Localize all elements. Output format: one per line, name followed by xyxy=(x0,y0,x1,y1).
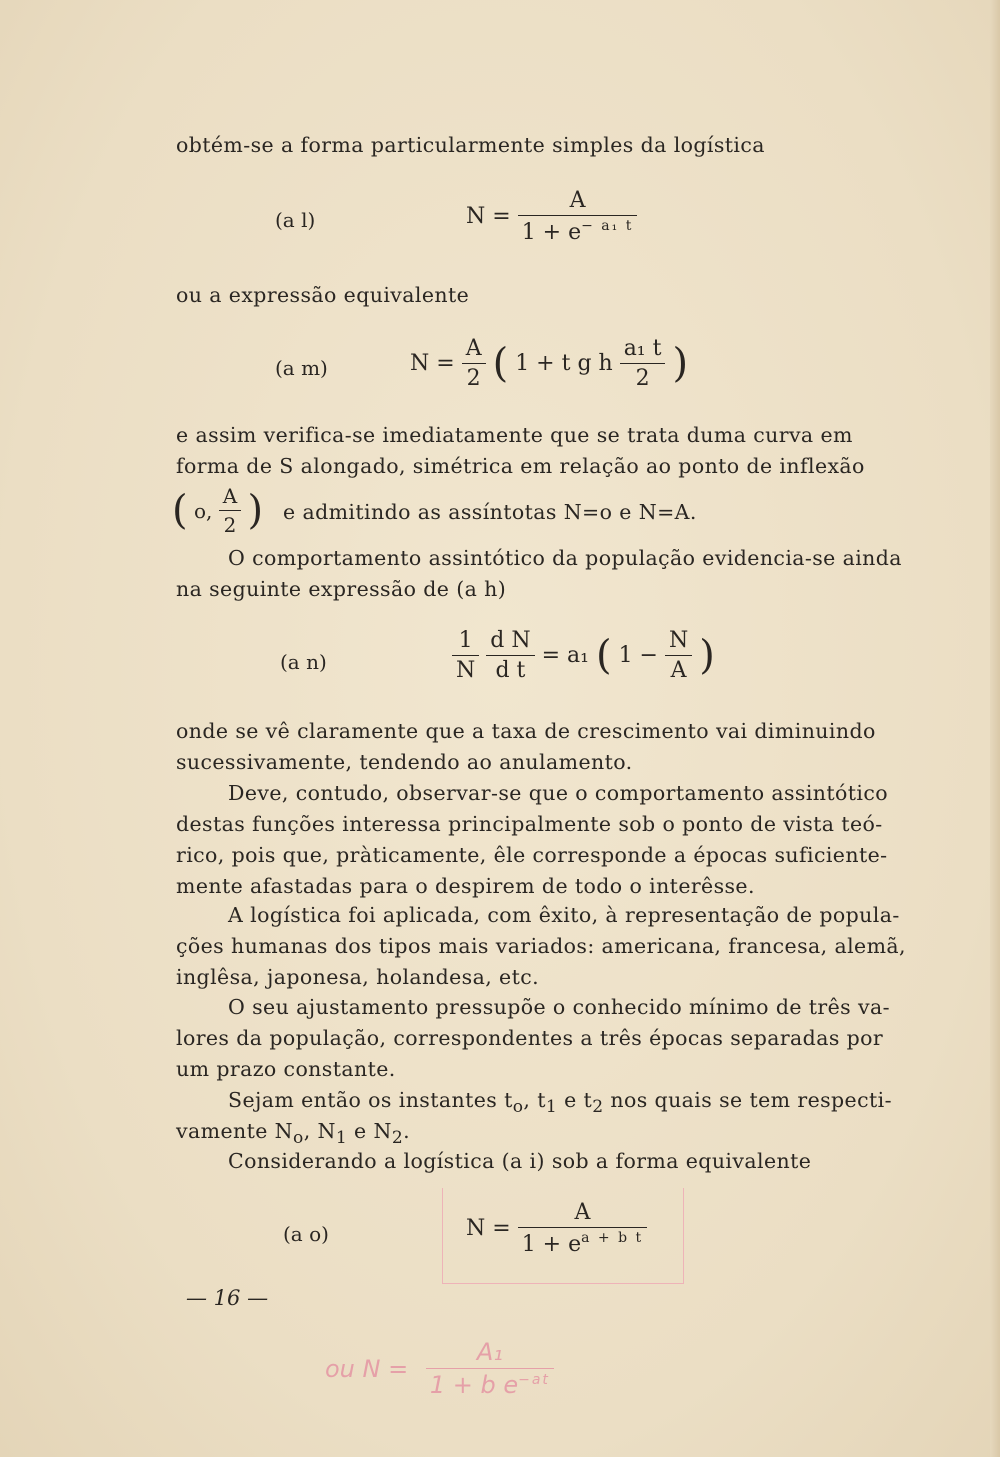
equation-al-numerator: A xyxy=(569,188,586,213)
paragraph-instantes-cont: vamente $N_o$, $N_1$ e $N_2$. xyxy=(176,1119,411,1149)
equation-label-an: (a n) xyxy=(280,650,327,674)
paragraph-curva-s: e assim verifica-se imediatamente que se trata duma curva em forma de S alongado, simétrica em relação ao ponto de inflexão xyxy=(176,423,865,478)
paren-open: ( xyxy=(492,340,509,387)
equation-al-denominator: $1 + e^{- a_1 t}$ xyxy=(518,215,638,245)
equation-al-lhs: N = xyxy=(466,204,511,229)
paragraph-intro: obtém-se a forma particularmente simples da logística xyxy=(176,133,765,157)
paragraph-instantes: Sejam então os instantes $t_o$, $t_1$ e $t_2$ nos quais se tem respecti- xyxy=(228,1088,892,1118)
equation-al-fraction xyxy=(518,188,638,245)
paragraph-deve: Deve, contudo, observar-se que o comportamento assintótico destas funções interessa principalmente sob o ponto de vista teó- rico, pois que, pràticamente, êle corresponde a épocas suficiente- mente afastadas para o despirem de todo o interêsse. xyxy=(176,781,889,898)
equation-an: $\frac{1}{N}$ $\frac{\text{d N}}{\text{d t}}$ = a₁ ( 1 − $\frac{N}{A}$ ) xyxy=(452,628,715,683)
paragraph-equivalente: ou a expressão equivalente xyxy=(176,283,470,307)
inflexao-fraction: $\frac{A}{2}$ xyxy=(219,484,241,537)
equation-al xyxy=(466,188,637,245)
equation-am-inner: 1 + t g h xyxy=(515,351,613,376)
equation-am-fraction: $\frac{A}{2}$ xyxy=(462,336,486,391)
equation-ao-fraction: $\frac{A}{1 + e^{a + b t}}$ xyxy=(518,1200,647,1257)
paren-close: ) xyxy=(672,340,689,387)
paragraph-logistica-aplicada: A logística foi aplicada, com êxito, à representação de popula- ções humanas dos tipos mais variados: americana, francesa, alemã, inglêsa, japonesa, holandesa, etc. xyxy=(176,903,906,989)
paragraph-comportamento: O comportamento assintótico da população evidencia-se ainda na seguinte expressão de (a h) xyxy=(176,546,902,601)
paragraph-ajustamento: O seu ajustamento pressupõe o conhecido mínimo de três va- lores da população, correspondentes a três épocas separadas por um prazo constante. xyxy=(176,995,890,1081)
inflexao-point: ( o, $\frac{A}{2}$ ) xyxy=(172,484,264,537)
paragraph-assintotas: e admitindo as assíntotas N=o e N=A. xyxy=(283,500,697,524)
equation-label-al: (a l) xyxy=(275,208,316,232)
page-number: — 16 — xyxy=(186,1286,269,1310)
equation-am-inner-fraction: $\frac{\text{a₁ t}}{2}$ xyxy=(620,336,666,391)
equation-label-am: (a m) xyxy=(275,356,328,380)
equation-label-ao: (a o) xyxy=(283,1222,329,1246)
equation-ao: N = $\frac{A}{1 + e^{a + b t}}$ xyxy=(466,1200,647,1257)
pencil-note: ou N = $\frac{\text{A₁}}{1 + b e^{-at}}$ xyxy=(325,1338,554,1399)
equation-am-lhs: N = xyxy=(410,351,455,376)
equation-am xyxy=(410,336,688,391)
paragraph-taxa: onde se vê claramente que a taxa de crescimento vai diminuindo sucessivamente, tendendo ao anulamento. xyxy=(176,719,876,774)
paragraph-considerando: Considerando a logística (a i) sob a forma equivalente xyxy=(228,1149,812,1173)
page-edge xyxy=(990,0,1000,1457)
